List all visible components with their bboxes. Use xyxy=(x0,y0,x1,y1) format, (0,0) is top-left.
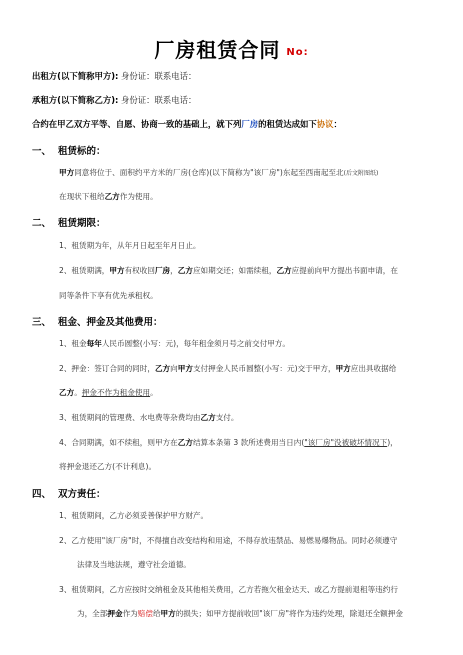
s4-item3-cont-a: 为，全部 xyxy=(77,609,108,618)
section-title: 租赁标的： xyxy=(58,146,106,157)
s4-item3: 3、租赁期间，乙方应按时交纳租金及其他相关费用，乙方若拖欠租金达天、或乙方提前退租等违约行 xyxy=(59,585,398,594)
s3-item4-cont: 将押金退还乙方(不计利息)。 xyxy=(59,462,157,471)
s4-item3-cont xyxy=(77,608,403,619)
s3-item2 xyxy=(59,363,396,374)
lessor-label: 出租方(以下简称甲方): xyxy=(32,71,119,81)
lessor-line xyxy=(32,70,196,82)
s2-item2-c: 有权收回 xyxy=(124,266,155,275)
s1-line1 xyxy=(59,167,378,179)
deposit-ref: 押金 xyxy=(107,609,123,618)
s2-item1: 1、租赁期为年，从年月日起至年月日止。 xyxy=(59,241,201,250)
undamaged-condition: "该厂房"没被破坏情况下 xyxy=(304,438,388,447)
lessee-details: 身份证：联系电话： xyxy=(118,95,197,105)
s3-item3 xyxy=(59,412,239,423)
section-number: 一、 xyxy=(32,146,52,157)
s3-item2-g: 应出具收据给 xyxy=(350,364,397,373)
party-a-ref: 甲方 xyxy=(160,609,176,618)
s3-item2-cont xyxy=(59,387,158,398)
s4-item1: 1、租赁期间，乙方必须妥善保护甲方财产。 xyxy=(59,511,209,520)
preamble-highlight-factory: 厂房 xyxy=(241,119,259,129)
s3-item2-cont-d: 。 xyxy=(150,388,158,397)
s3-item2-cont-b: 。 xyxy=(74,388,82,397)
s2-item2-i: 应提前向甲方提出书面申请，在 xyxy=(291,266,398,275)
document-title xyxy=(0,34,463,63)
s3-item2-a: 2、押金：签订合同的同时， xyxy=(59,364,155,373)
s4-item2-cont: 法律及当地法规，遵守社会道德。 xyxy=(77,560,191,569)
party-a-ref: 甲方 xyxy=(109,266,125,275)
preamble-part1: 合约在甲乙双方平等、自愿、协商一致的基础上，就下列 xyxy=(32,119,242,129)
s3-item3-c: 支付。 xyxy=(215,413,239,422)
s4-item2: 2、乙方使用"该厂房"时，不得擅自改变结构和用途，不得存放违禁品、易燃易爆物品。同时必须遵守 xyxy=(59,536,398,545)
lessee-line xyxy=(32,94,196,106)
party-b-ref: 乙方 xyxy=(59,388,75,397)
section-title: 租金、押金及其他费用： xyxy=(58,317,163,328)
lessee-label: 承租方(以下简称乙方): xyxy=(32,95,119,105)
s4-item3-cont-g: 的损失；如甲方提前收回"该厂房"将作为违约处理，除退还全额押金 xyxy=(175,609,403,618)
s1-drawing-note: (后文附图纸) xyxy=(343,170,379,177)
party-b-ref: 乙方 xyxy=(177,266,193,275)
s1-line2-pre: 在现状下租给 xyxy=(59,192,105,201)
s3-item2-c: 向 xyxy=(170,364,178,373)
s3-item4-a: 4、合同期满，如不续租，则甲方在 xyxy=(59,438,178,447)
preamble-part2: 的租赁达成如下 xyxy=(258,119,317,129)
compensation-highlight: 赔偿 xyxy=(137,609,153,618)
party-b-ref: 乙方 xyxy=(276,266,292,275)
s1-line2-post: 作为使用。 xyxy=(119,192,158,201)
s4-item3-cont-c: 作为 xyxy=(122,609,138,618)
per-year: 每年 xyxy=(86,339,102,348)
section-number: 四、 xyxy=(32,489,52,500)
section-number: 二、 xyxy=(32,218,52,229)
party-b-ref: 乙方 xyxy=(200,413,216,422)
section-heading-1 xyxy=(32,143,106,157)
s2-item2 xyxy=(59,265,398,276)
s3-item1-a: 1、租金 xyxy=(59,339,87,348)
preamble-part3: ： xyxy=(333,119,342,129)
section-heading-2 xyxy=(32,215,106,229)
section-title: 双方责任： xyxy=(58,489,106,500)
preamble-highlight-agreement: 协议 xyxy=(316,119,334,129)
section-heading-3 xyxy=(32,314,163,328)
party-a-ref: 甲方 xyxy=(177,364,193,373)
section-number: 三、 xyxy=(32,317,52,328)
s2-item2-a: 2、租赁期满， xyxy=(59,266,110,275)
s2-item2-e: ， xyxy=(170,266,178,275)
s3-item4-c: 结算本条第 3 款所述费用当日内( xyxy=(192,438,305,447)
party-b-ref: 乙方 xyxy=(104,192,120,201)
party-b-ref: 乙方 xyxy=(177,438,193,447)
party-b-ref: 乙方 xyxy=(154,364,171,373)
s3-item1 xyxy=(59,338,290,349)
s4-item3-cont-e: 给 xyxy=(152,609,161,618)
s3-item4 xyxy=(59,437,398,448)
preamble xyxy=(32,118,342,130)
title-text: 厂房租赁合同 xyxy=(154,38,281,62)
party-a-ref: 甲方 xyxy=(59,168,75,177)
contract-number-label: No: xyxy=(286,47,309,58)
s3-item4-e: )， xyxy=(387,438,398,447)
section-heading-4 xyxy=(32,486,106,500)
s1-line2 xyxy=(59,191,158,202)
s3-item2-e: 支付押金人民币圆整(小写：元)交于甲方， xyxy=(192,364,336,373)
deposit-not-rent-note: 押金不作为租金使用 xyxy=(81,388,151,397)
section-title: 租赁期限： xyxy=(58,218,106,229)
s3-item3-a: 3、租赁期间的管理费、水电费等杂费均由 xyxy=(59,413,201,422)
s3-item1-c: 人民币圆整(小写：元)，每年租金须月号之前交付甲方。 xyxy=(101,339,290,348)
s2-item2-g: 应如期交还；如需续租， xyxy=(192,266,277,275)
s1-text: 同意将位于、面积约平方米的厂房(仓库)(以下简称为"该厂房")东起至西南起至北 xyxy=(74,168,344,177)
lessor-details: 身份证：联系电话： xyxy=(118,71,197,81)
factory-ref: 厂房 xyxy=(154,266,171,275)
s2-item2-cont: 同等条件下享有优先承租权。 xyxy=(59,291,158,300)
party-a-ref: 甲方 xyxy=(335,364,351,373)
